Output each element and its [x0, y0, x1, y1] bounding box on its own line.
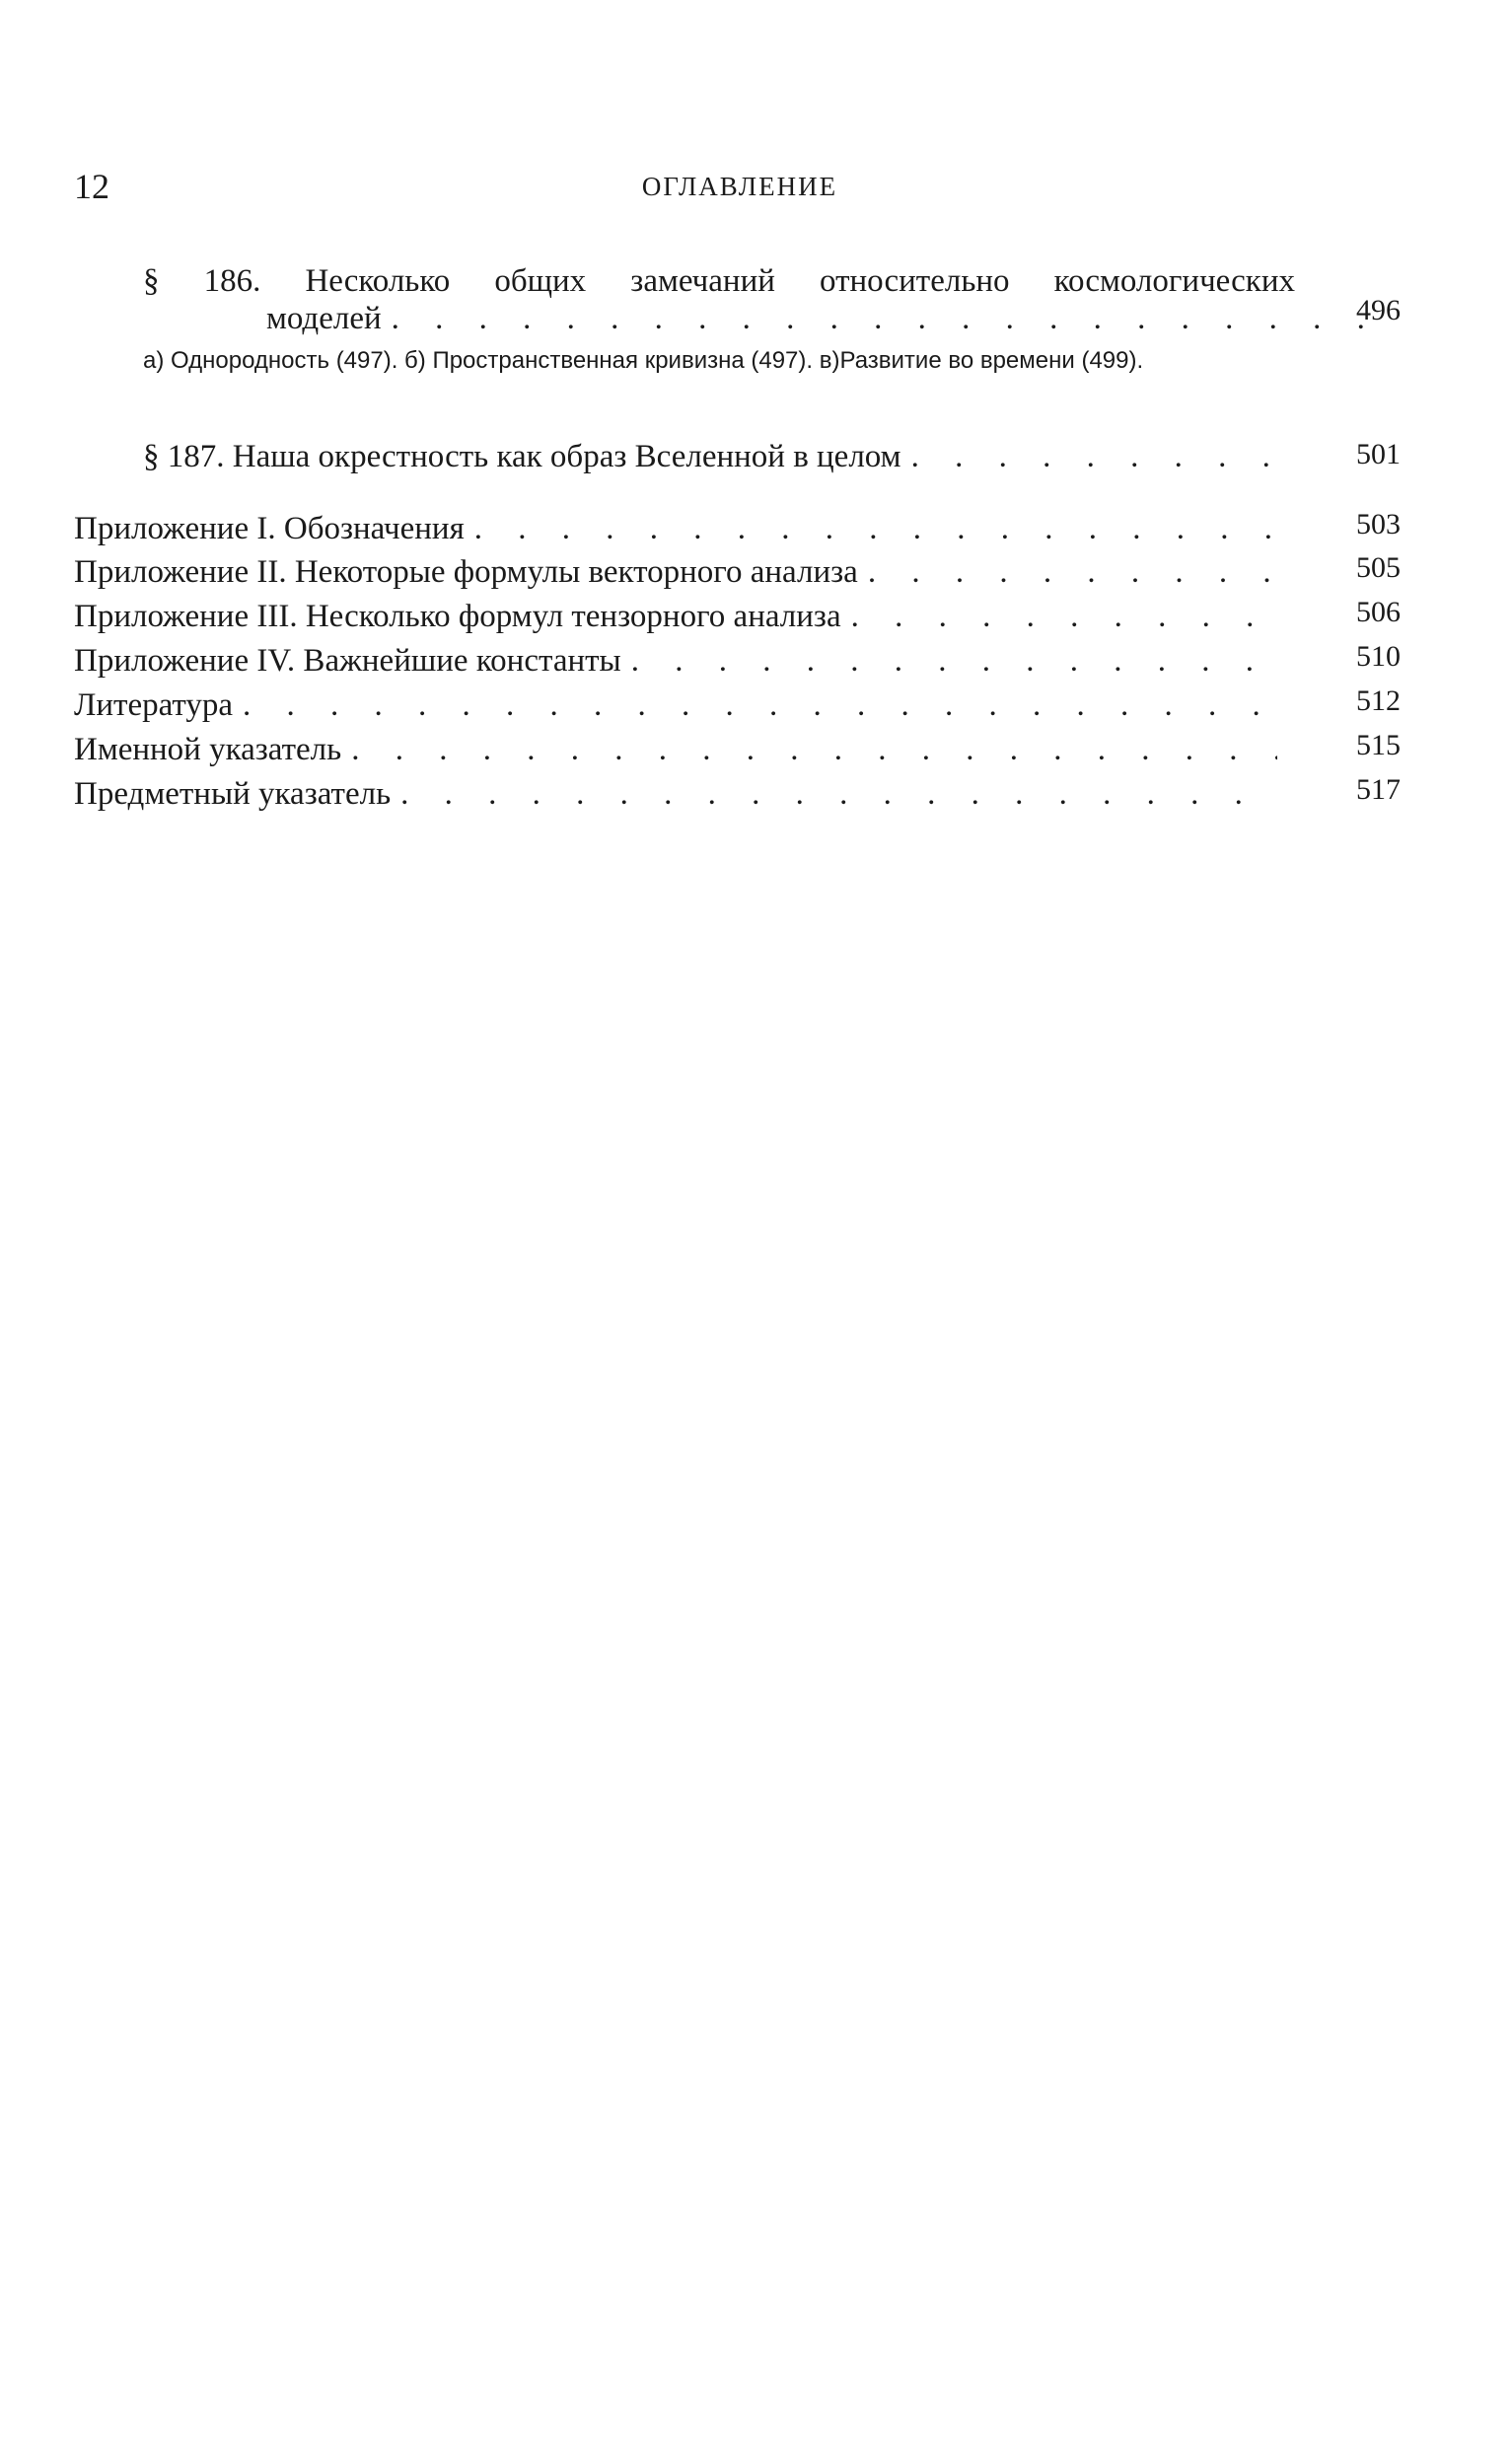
toc-entry-name-index[interactable]: [74, 731, 1401, 768]
page-header: [74, 166, 1405, 213]
toc-entry-section-186[interactable]: [143, 262, 1401, 337]
toc-page-number: 512: [1356, 684, 1401, 717]
toc-entry-title: Литература: [74, 687, 234, 723]
dot-leader: [400, 775, 1277, 813]
toc-entry-section-187[interactable]: [143, 438, 1401, 475]
toc-page-number: 506: [1356, 596, 1401, 628]
dot-leader: [351, 731, 1277, 768]
toc-entry-appendix-2[interactable]: [74, 553, 1401, 591]
toc-entry-title: Приложение I. Обозначения: [74, 511, 465, 546]
toc-entry-literature[interactable]: [74, 686, 1401, 724]
toc-page-number: 517: [1356, 773, 1401, 806]
toc-page-number: 505: [1356, 551, 1401, 584]
toc-page-number: 510: [1356, 640, 1401, 673]
toc-entry-title-line2: моделей: [266, 301, 382, 336]
toc-page-number: 501: [1356, 438, 1401, 470]
dot-leader: [392, 300, 1401, 337]
dot-leader: [243, 686, 1277, 724]
toc-entry-title: § 187. Наша окрестность как образ Вселенной в целом: [143, 439, 901, 474]
dot-leader: [851, 598, 1277, 635]
toc-page-number: 515: [1356, 729, 1401, 761]
toc-subitems-section-186: а) Однородность (497). б) Пространственная кривизна (497). в)Развитие во времени (499).: [143, 347, 1144, 374]
toc-entry-subject-index[interactable]: [74, 775, 1401, 813]
toc-entry-title: Приложение IV. Важнейшие константы: [74, 643, 621, 679]
dot-leader: [631, 642, 1277, 680]
toc-entry-title: Приложение II. Некоторые формулы векторного анализа: [74, 554, 858, 590]
dot-leader: [868, 553, 1277, 591]
toc-page-number: 503: [1356, 508, 1401, 540]
toc-entry-title-line1: § 186. Несколько общих замечаний относительно космологических: [143, 263, 1295, 299]
dot-leader: [911, 438, 1277, 475]
page-number: 12: [74, 167, 109, 206]
toc-page-number: 496: [1356, 294, 1401, 326]
dot-leader: [474, 510, 1277, 547]
toc-entry-appendix-1[interactable]: [74, 510, 1401, 547]
toc-entry-appendix-3[interactable]: [74, 598, 1401, 635]
toc-entry-title: Предметный указатель: [74, 776, 392, 812]
toc-entry-appendix-4[interactable]: [74, 642, 1401, 680]
running-title: ОГЛАВЛЕНИЕ: [641, 172, 838, 201]
toc-entry-title: Приложение III. Несколько формул тензорного анализа: [74, 599, 841, 634]
toc-entry-title: Именной указатель: [74, 732, 342, 767]
